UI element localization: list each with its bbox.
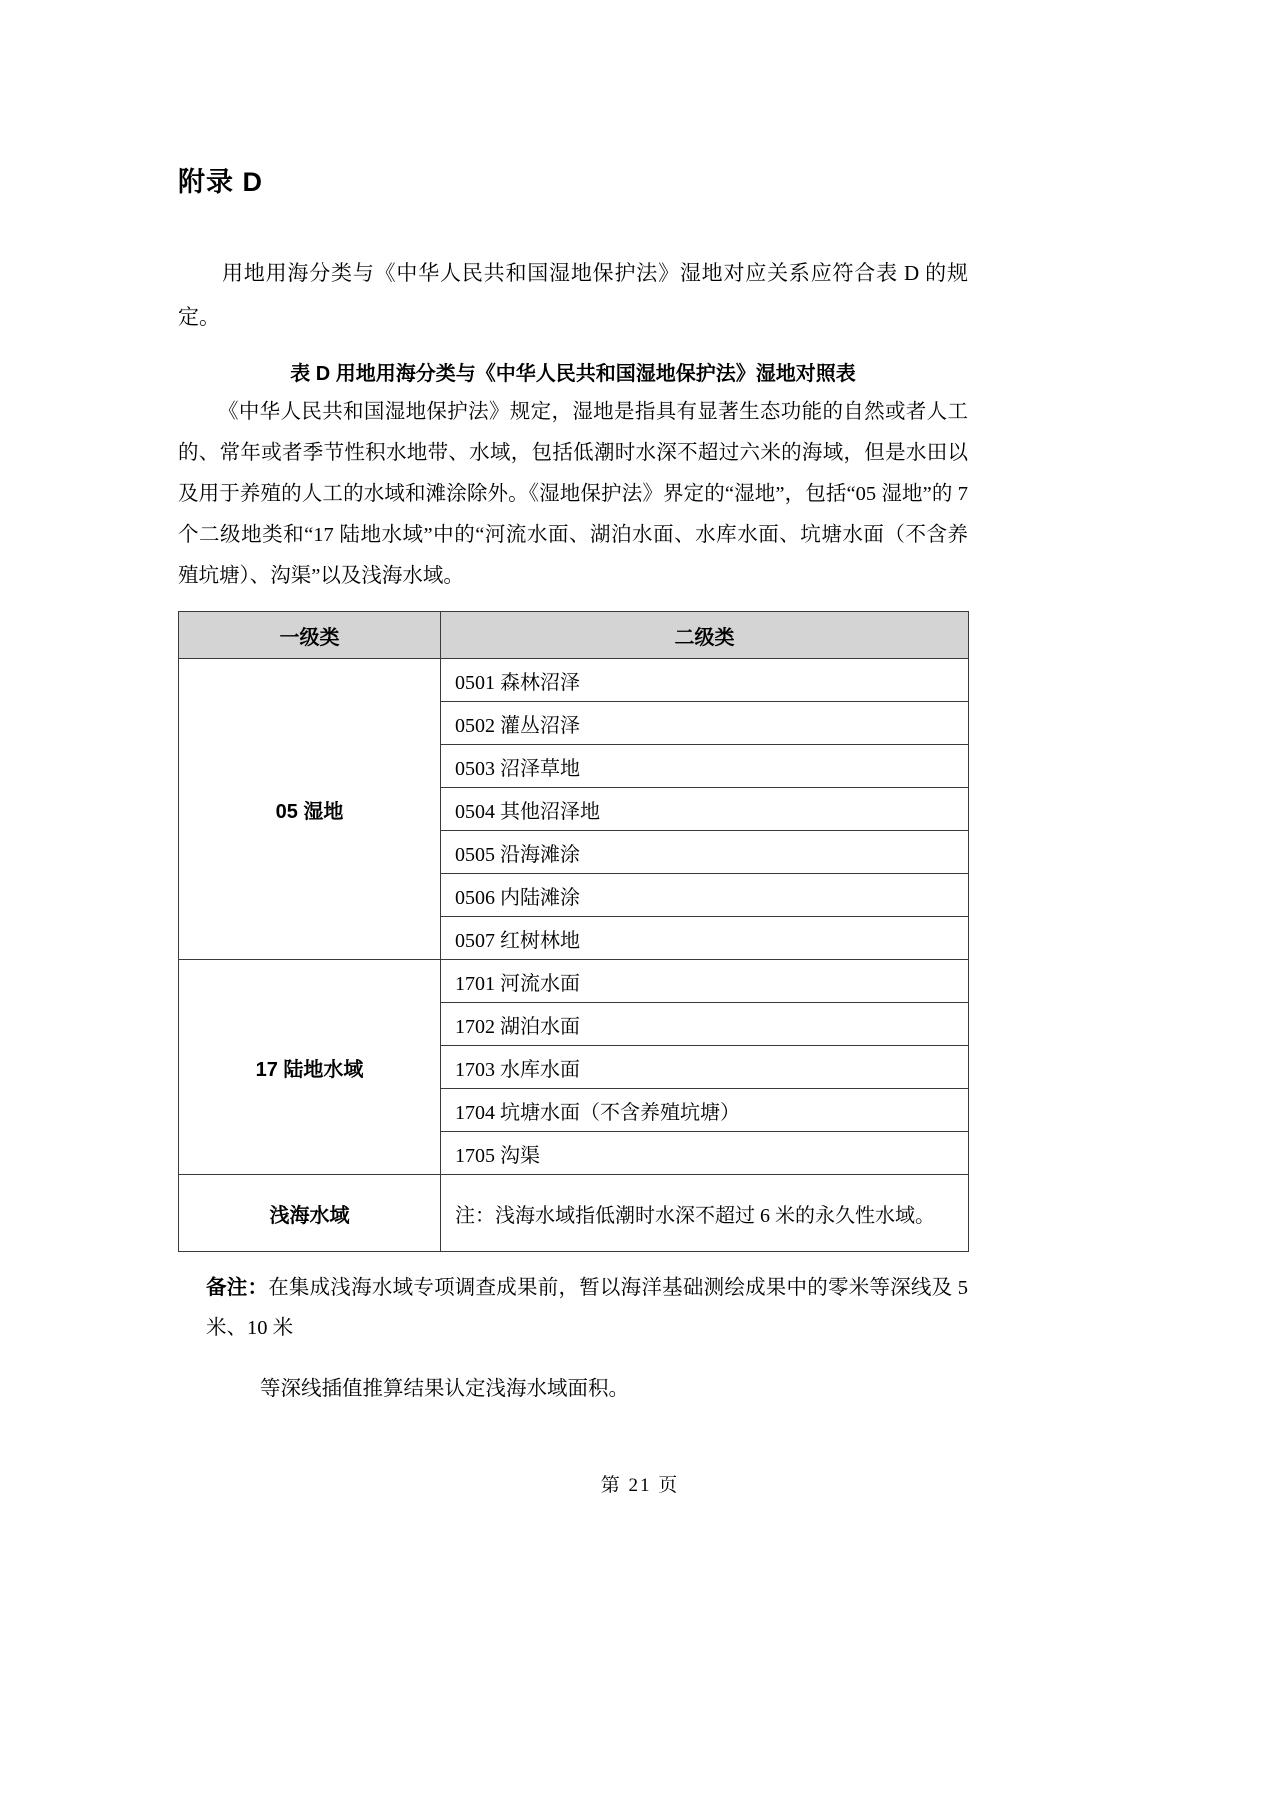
- subcategory-cell: 0507 红树林地: [441, 917, 969, 960]
- column-header-primary: 一级类: [179, 612, 441, 659]
- subcategory-cell: 1701 河流水面: [441, 960, 969, 1003]
- category-cell: 浅海水域: [179, 1175, 441, 1252]
- subcategory-cell: 0504 其他沼泽地: [441, 788, 969, 831]
- table-row: [179, 960, 969, 1003]
- table-row: [179, 1175, 969, 1252]
- subcategory-cell: 0503 沼泽草地: [441, 745, 969, 788]
- page-footer: 第 21 页: [600, 1475, 680, 1496]
- remark-label: 备注：: [206, 1276, 269, 1300]
- category-cell: 17 陆地水域: [179, 960, 441, 1175]
- column-header-secondary: 二级类: [441, 612, 969, 659]
- category-cell: 05 湿地: [179, 659, 441, 960]
- table-remark: [178, 1268, 968, 1349]
- subcategory-cell: 0505 沿海滩涂: [441, 831, 969, 874]
- table-row: [179, 659, 969, 702]
- shallow-sea-note-cell: 注：浅海水域指低潮时水深不超过 6 米的永久性水域。: [441, 1175, 969, 1252]
- table-remark-line2: 等深线插值推算结果认定浅海水域面积。: [260, 1377, 629, 1400]
- page-content: [178, 160, 968, 1430]
- lead-paragraph: 用地用海分类与《中华人民共和国湿地保护法》湿地对应关系应符合表 D 的规定。: [178, 261, 968, 330]
- subcategory-cell: 0506 内陆滩涂: [441, 874, 969, 917]
- subcategory-cell: 0501 森林沼泽: [441, 659, 969, 702]
- table-caption: 表 D 用地用海分类与《中华人民共和国湿地保护法》湿地对照表: [290, 363, 856, 386]
- subcategory-cell: 0502 灌丛沼泽: [441, 702, 969, 745]
- page-title: 附录 D: [178, 167, 263, 197]
- subcategory-cell: 1705 沟渠: [441, 1132, 969, 1175]
- subcategory-cell: 1704 坑塘水面（不含养殖坑塘）: [441, 1089, 969, 1132]
- intro-paragraph: 《中华人民共和国湿地保护法》规定，湿地是指具有显著生态功能的自然或者人工的、常年或者季节性积水地带、水域，包括低潮时水深不超过六米的海域，但是水田以及用于养殖的人工的水域和滩涂除外。《湿地保护法》界定的“湿地”，包括“05 湿地”的 7 个二级地类和“17 陆地水域”中的“河流水面、湖泊水面、水库水面、坑塘水面（不含养殖坑塘）、沟渠”以及浅海水域。: [178, 401, 968, 588]
- wetland-correspondence-table: [178, 611, 969, 1252]
- remark-text: 在集成浅海水域专项调查成果前，暂以海洋基础测绘成果中的零米等深线及 5 米、10 米: [206, 1277, 969, 1340]
- subcategory-cell: 1703 水库水面: [441, 1046, 969, 1089]
- table-header-row: [179, 612, 969, 659]
- subcategory-cell: 1702 湖泊水面: [441, 1003, 969, 1046]
